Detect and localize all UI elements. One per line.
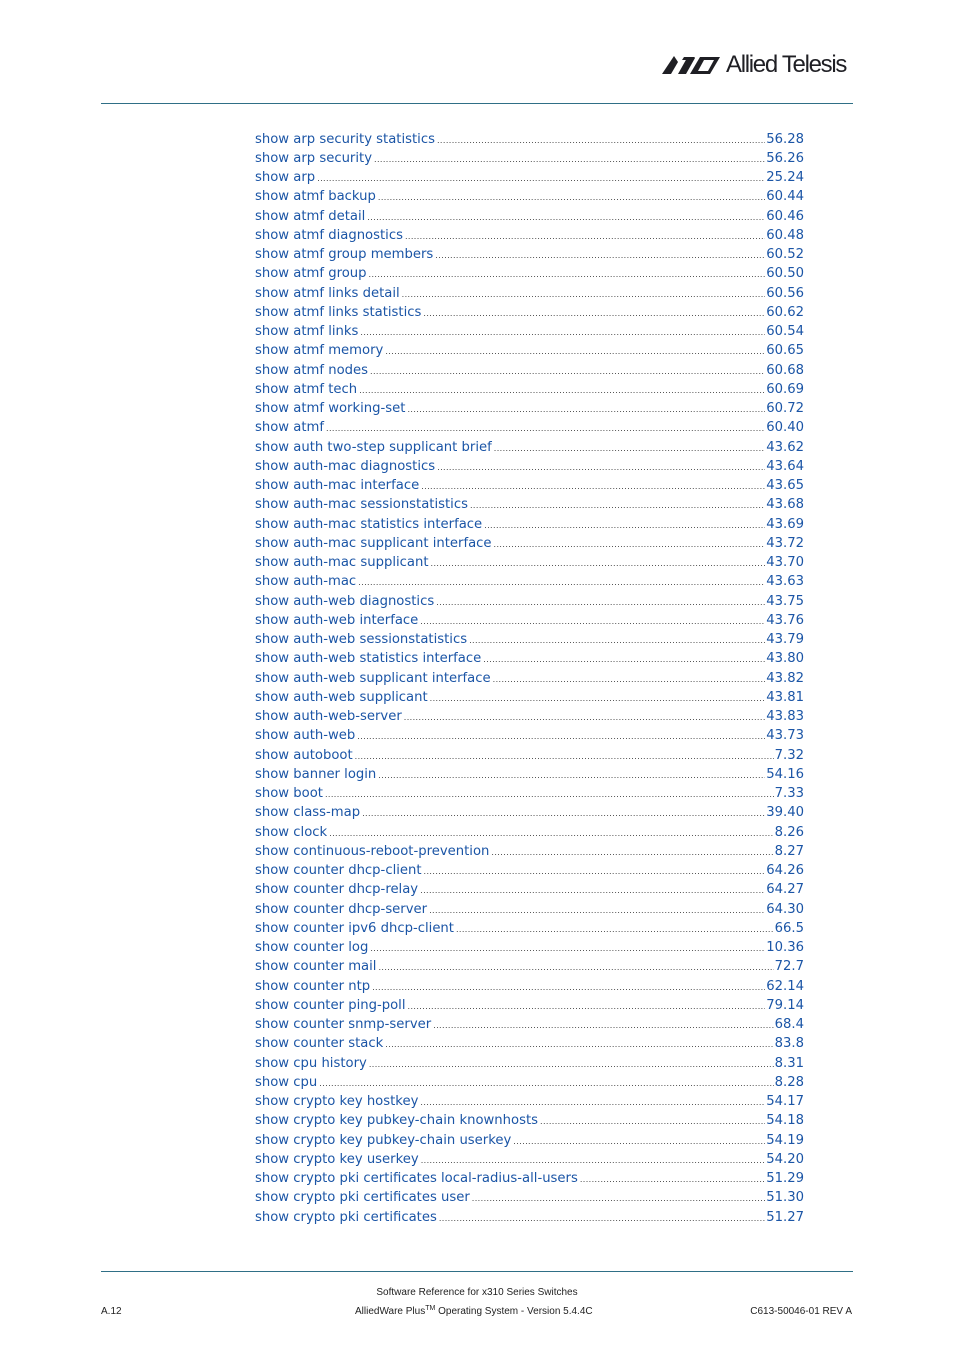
dot-leader (494, 535, 766, 554)
entry-page-number[interactable]: 39.40 (766, 805, 804, 821)
entry-page-number[interactable]: 83.8 (774, 1036, 804, 1052)
company-logo (662, 52, 854, 78)
index-entry[interactable] (255, 611, 804, 630)
entry-page-number[interactable]: 8.31 (774, 1055, 804, 1071)
entry-title[interactable]: show crypto key pubkey-chain userkey (255, 1132, 512, 1148)
entry-page-number[interactable]: 43.63 (766, 574, 804, 590)
entry-page-number[interactable]: 60.44 (766, 189, 804, 205)
entry-title[interactable]: show atmf detail (255, 208, 366, 224)
entry-page-number[interactable]: 68.4 (774, 1017, 804, 1032)
entry-page-number[interactable]: 43.68 (766, 497, 804, 513)
footer-os-name: AlliedWare Plus (355, 1306, 426, 1317)
index-entry[interactable] (255, 245, 804, 264)
index-entry[interactable] (255, 495, 804, 514)
dot-leader (420, 612, 765, 631)
dot-leader (580, 1170, 765, 1189)
entry-page-number[interactable]: 8.28 (774, 1074, 804, 1090)
entry-title[interactable]: show atmf group members (255, 247, 434, 262)
entry-title[interactable]: show auth-web statistics interface (255, 651, 482, 667)
dot-leader (369, 1055, 774, 1074)
entry-page-number[interactable]: 43.65 (766, 478, 804, 493)
index-entry[interactable] (255, 418, 804, 437)
dot-leader (493, 670, 766, 689)
index-entry[interactable] (255, 649, 804, 668)
entry-page-number[interactable]: 43.75 (766, 593, 804, 609)
entry-title[interactable]: show cpu (255, 1074, 318, 1090)
entry-title[interactable]: show crypto key pubkey-chain knownhosts (255, 1113, 538, 1129)
index-entry[interactable] (255, 996, 804, 1015)
entry-page-number[interactable]: 7.33 (774, 786, 804, 801)
entry-page-number[interactable]: 64.27 (766, 882, 804, 898)
entry-title[interactable]: show auth-mac supplicant interface (255, 535, 492, 551)
entry-page-number[interactable]: 60.50 (766, 266, 804, 282)
index-entry[interactable] (255, 322, 804, 341)
index-entry[interactable] (255, 168, 804, 187)
index-entry[interactable] (255, 380, 804, 399)
dot-leader (372, 978, 765, 997)
index-entry[interactable] (255, 803, 804, 822)
entry-page-number[interactable]: 64.30 (766, 901, 804, 917)
index-entry[interactable] (255, 900, 804, 919)
dot-leader (370, 939, 765, 958)
entry-title[interactable]: show counter ntp (255, 978, 371, 994)
dot-leader (360, 323, 765, 342)
dot-leader (385, 1035, 773, 1054)
index-entry[interactable] (255, 341, 804, 360)
index-entry[interactable] (255, 726, 804, 745)
footer-os-version (355, 1305, 593, 1317)
index-entry[interactable] (255, 1188, 804, 1207)
entry-title[interactable]: show autoboot (255, 747, 353, 763)
entry-page-number[interactable]: 43.80 (766, 651, 804, 667)
dot-leader (407, 400, 765, 419)
index-entry[interactable] (255, 707, 804, 726)
dot-leader (437, 131, 765, 150)
dot-leader (378, 766, 765, 785)
dot-leader (484, 516, 765, 535)
entry-title[interactable]: show crypto key hostkey (255, 1094, 419, 1109)
entry-page-number[interactable]: 60.46 (766, 208, 804, 224)
entry-page-number[interactable]: 10.36 (766, 940, 804, 955)
index-entry[interactable] (255, 842, 804, 861)
entry-page-number[interactable]: 43.64 (766, 458, 804, 474)
dot-leader (362, 804, 765, 823)
entry-page-number[interactable]: 43.81 (766, 689, 804, 705)
footer-trademark: TM (425, 1305, 436, 1312)
dot-leader (437, 458, 765, 477)
entry-title[interactable]: show arp (255, 170, 316, 185)
dot-leader (429, 901, 765, 920)
dot-leader (408, 997, 766, 1016)
index-entry[interactable] (255, 669, 804, 688)
entry-page-number[interactable]: 60.69 (766, 381, 804, 397)
dot-leader (325, 785, 774, 804)
entry-page-number[interactable]: 54.17 (766, 1094, 804, 1109)
index-entry[interactable] (255, 688, 804, 707)
index-entry[interactable] (255, 919, 804, 938)
dot-leader (423, 304, 765, 323)
index-list (255, 130, 804, 1227)
entry-page-number[interactable]: 56.28 (766, 131, 804, 147)
entry-title[interactable]: show auth-mac interface (255, 478, 420, 493)
entry-title[interactable]: show banner login (255, 766, 377, 782)
entry-page-number[interactable]: 43.69 (766, 516, 804, 532)
index-entry[interactable] (255, 1111, 804, 1130)
dot-leader (385, 342, 765, 361)
dot-leader (433, 1016, 773, 1035)
index-entry[interactable] (255, 187, 804, 206)
entry-title[interactable]: show counter ping-poll (255, 997, 406, 1013)
entry-page-number[interactable]: 43.73 (766, 728, 804, 744)
entry-page-number[interactable]: 51.29 (766, 1171, 804, 1186)
index-entry[interactable] (255, 534, 804, 553)
entry-page-number[interactable]: 51.30 (766, 1190, 804, 1206)
index-entry[interactable] (255, 515, 804, 534)
index-entry[interactable] (255, 1092, 804, 1111)
entry-title[interactable]: show auth-mac sessionstatistics (255, 497, 468, 513)
entry-title[interactable]: show atmf diagnostics (255, 227, 403, 243)
entry-title[interactable]: show auth-web supplicant (255, 689, 428, 705)
dot-leader (469, 631, 765, 650)
entry-title[interactable]: show auth-mac (255, 574, 357, 590)
entry-page-number[interactable]: 60.40 (766, 420, 804, 436)
entry-page-number[interactable]: 60.48 (766, 227, 804, 243)
entry-page-number[interactable]: 25.24 (766, 170, 804, 185)
index-entry[interactable] (255, 1054, 804, 1073)
dot-leader (404, 708, 765, 727)
dot-leader (491, 843, 773, 862)
index-entry[interactable] (255, 823, 804, 842)
entry-title[interactable]: show counter log (255, 940, 369, 955)
index-entry[interactable] (255, 746, 804, 765)
dot-leader (378, 188, 765, 207)
dot-leader (378, 958, 773, 977)
index-entry[interactable] (255, 361, 804, 380)
entry-page-number[interactable]: 51.27 (766, 1209, 804, 1225)
entry-title[interactable]: show auth-mac supplicant (255, 555, 429, 570)
entry-page-number[interactable]: 43.62 (766, 439, 804, 455)
dot-leader (359, 381, 765, 400)
index-entry[interactable] (255, 438, 804, 457)
dot-leader (374, 150, 765, 169)
entry-page-number[interactable]: 7.32 (774, 747, 804, 763)
entry-title[interactable]: show atmf tech (255, 381, 358, 397)
entry-title[interactable]: show arp security statistics (255, 131, 435, 147)
entry-page-number[interactable]: 54.16 (766, 766, 804, 782)
entry-page-number[interactable]: 54.20 (766, 1151, 804, 1167)
entry-title[interactable]: show crypto pki certificates local-radius-all-users (255, 1171, 578, 1186)
entry-title[interactable]: show counter snmp-server (255, 1017, 432, 1032)
dot-leader (430, 689, 766, 708)
entry-page-number[interactable]: 54.18 (766, 1113, 804, 1129)
index-entry[interactable] (255, 938, 804, 957)
entry-page-number[interactable]: 62.14 (766, 978, 804, 994)
entry-title[interactable]: show counter mail (255, 959, 377, 975)
dot-leader (326, 419, 765, 438)
entry-title[interactable]: show auth-web interface (255, 612, 419, 628)
entry-title[interactable]: show atmf backup (255, 189, 376, 205)
entry-title[interactable]: show auth two-step supplicant brief (255, 439, 492, 455)
entry-title[interactable]: show class-map (255, 805, 361, 821)
entry-title[interactable]: show atmf links detail (255, 285, 400, 301)
allied-telesis-logo-mark-icon (662, 54, 724, 76)
dot-leader (358, 573, 765, 592)
index-entry[interactable] (255, 1034, 804, 1053)
entry-title[interactable]: show counter dhcp-relay (255, 882, 419, 898)
entry-page-number[interactable]: 54.19 (766, 1132, 804, 1148)
index-entry[interactable] (255, 1150, 804, 1169)
index-entry[interactable] (255, 630, 804, 649)
entry-title[interactable]: show clock (255, 824, 328, 840)
dot-leader (317, 169, 765, 188)
entry-title[interactable]: show auth-mac statistics interface (255, 516, 483, 532)
dot-leader (435, 246, 765, 265)
index-entry[interactable] (255, 207, 804, 226)
entry-page-number[interactable]: 43.72 (766, 535, 804, 551)
index-entry[interactable] (255, 553, 804, 572)
dot-leader (513, 1132, 765, 1151)
entry-title[interactable]: show continuous-reboot-prevention (255, 843, 490, 859)
index-entry[interactable] (255, 1073, 804, 1092)
entry-title[interactable]: show crypto pki certificates (255, 1209, 437, 1225)
entry-page-number[interactable]: 60.62 (766, 304, 804, 320)
entry-title[interactable]: show counter dhcp-client (255, 863, 422, 878)
index-entry[interactable] (255, 880, 804, 899)
index-entry[interactable] (255, 149, 804, 168)
index-entry[interactable] (255, 399, 804, 418)
entry-page-number[interactable]: 43.70 (766, 555, 804, 570)
entry-title[interactable]: show atmf (255, 420, 325, 436)
entry-title[interactable]: show auth-web-server (255, 709, 402, 724)
entry-page-number[interactable]: 60.68 (766, 362, 804, 378)
entry-page-number[interactable]: 8.26 (774, 824, 804, 840)
index-entry[interactable] (255, 264, 804, 283)
dot-leader (355, 747, 774, 766)
entry-title[interactable]: show auth-web sessionstatistics (255, 632, 468, 647)
footer-version-text: Operating System - Version 5.4.4C (435, 1306, 593, 1317)
entry-page-number[interactable]: 43.82 (766, 670, 804, 686)
entry-page-number[interactable]: 66.5 (774, 920, 804, 936)
dot-leader (436, 593, 765, 612)
entry-page-number[interactable]: 72.7 (774, 959, 804, 975)
footer-document-title: Software Reference for x310 Series Switches (376, 1287, 578, 1298)
entry-page-number[interactable]: 43.76 (766, 612, 804, 628)
dot-leader (370, 362, 765, 381)
entry-title[interactable]: show atmf working-set (255, 401, 406, 416)
index-entry[interactable] (255, 592, 804, 611)
entry-page-number[interactable]: 60.72 (766, 401, 804, 416)
index-entry[interactable] (255, 1208, 804, 1227)
dot-leader (424, 862, 766, 881)
dot-leader (431, 554, 766, 573)
index-entry[interactable] (255, 957, 804, 976)
dot-leader (483, 650, 765, 669)
entry-page-number[interactable]: 43.83 (766, 709, 804, 724)
dot-leader (329, 824, 773, 843)
dot-leader (456, 920, 774, 939)
entry-title[interactable]: show counter ipv6 dhcp-client (255, 920, 454, 936)
entry-page-number[interactable]: 79.14 (766, 997, 804, 1013)
dot-leader (357, 727, 765, 746)
index-entry[interactable] (255, 977, 804, 996)
header-rule (101, 103, 853, 104)
index-entry[interactable] (255, 130, 804, 149)
index-entry[interactable] (255, 572, 804, 591)
index-entry[interactable] (255, 1015, 804, 1034)
entry-title[interactable]: show auth-web (255, 728, 356, 744)
dot-leader (369, 265, 766, 284)
dot-leader (470, 496, 765, 515)
entry-page-number[interactable]: 60.54 (766, 324, 804, 339)
index-entry[interactable] (255, 284, 804, 303)
entry-title[interactable]: show atmf links statistics (255, 304, 422, 320)
dot-leader (421, 1151, 766, 1170)
entry-title[interactable]: show crypto key userkey (255, 1151, 419, 1167)
dot-leader (405, 227, 765, 246)
dot-leader (421, 477, 765, 496)
entry-page-number[interactable]: 60.65 (766, 343, 804, 359)
index-entry[interactable] (255, 476, 804, 495)
dot-leader (367, 208, 765, 227)
dot-leader (420, 881, 765, 900)
index-entry[interactable] (255, 226, 804, 245)
logo-wordmark: Allied Telesis (726, 51, 847, 78)
dot-leader (420, 1093, 765, 1112)
entry-page-number[interactable]: 8.27 (774, 843, 804, 859)
dot-leader (472, 1189, 765, 1208)
entry-page-number[interactable]: 56.26 (766, 150, 804, 166)
entry-title[interactable]: show auth-web diagnostics (255, 593, 435, 609)
index-entry[interactable] (255, 861, 804, 880)
entry-title[interactable]: show auth-mac diagnostics (255, 458, 436, 474)
index-entry[interactable] (255, 457, 804, 476)
dot-leader (540, 1112, 765, 1131)
entry-title[interactable]: show arp security (255, 150, 372, 166)
dot-leader (439, 1209, 765, 1228)
entry-title[interactable]: show atmf memory (255, 343, 384, 359)
index-entry[interactable] (255, 303, 804, 322)
entry-title[interactable]: show counter dhcp-server (255, 901, 428, 917)
entry-page-number[interactable]: 64.26 (766, 863, 804, 878)
dot-leader (402, 285, 766, 304)
footer-rule (101, 1271, 853, 1272)
entry-title[interactable]: show cpu history (255, 1055, 367, 1071)
entry-title[interactable]: show atmf links (255, 324, 359, 339)
footer-doc-code: C613-50046-01 REV A (750, 1306, 852, 1317)
entry-title[interactable]: show counter stack (255, 1036, 384, 1052)
index-entry[interactable] (255, 1169, 804, 1188)
entry-title[interactable]: show atmf group (255, 266, 367, 282)
entry-title[interactable]: show atmf nodes (255, 362, 368, 378)
entry-title[interactable]: show boot (255, 786, 323, 801)
index-entry[interactable] (255, 765, 804, 784)
entry-page-number[interactable]: 60.56 (766, 285, 804, 301)
index-entry[interactable] (255, 784, 804, 803)
entry-title[interactable]: show auth-web supplicant interface (255, 670, 491, 686)
index-entry[interactable] (255, 1131, 804, 1150)
entry-title[interactable]: show crypto pki certificates user (255, 1190, 470, 1206)
footer-page-number: A.12 (101, 1306, 122, 1317)
dot-leader (494, 439, 765, 458)
entry-page-number[interactable]: 60.52 (766, 247, 804, 262)
entry-page-number[interactable]: 43.79 (766, 632, 804, 647)
dot-leader (319, 1074, 773, 1093)
